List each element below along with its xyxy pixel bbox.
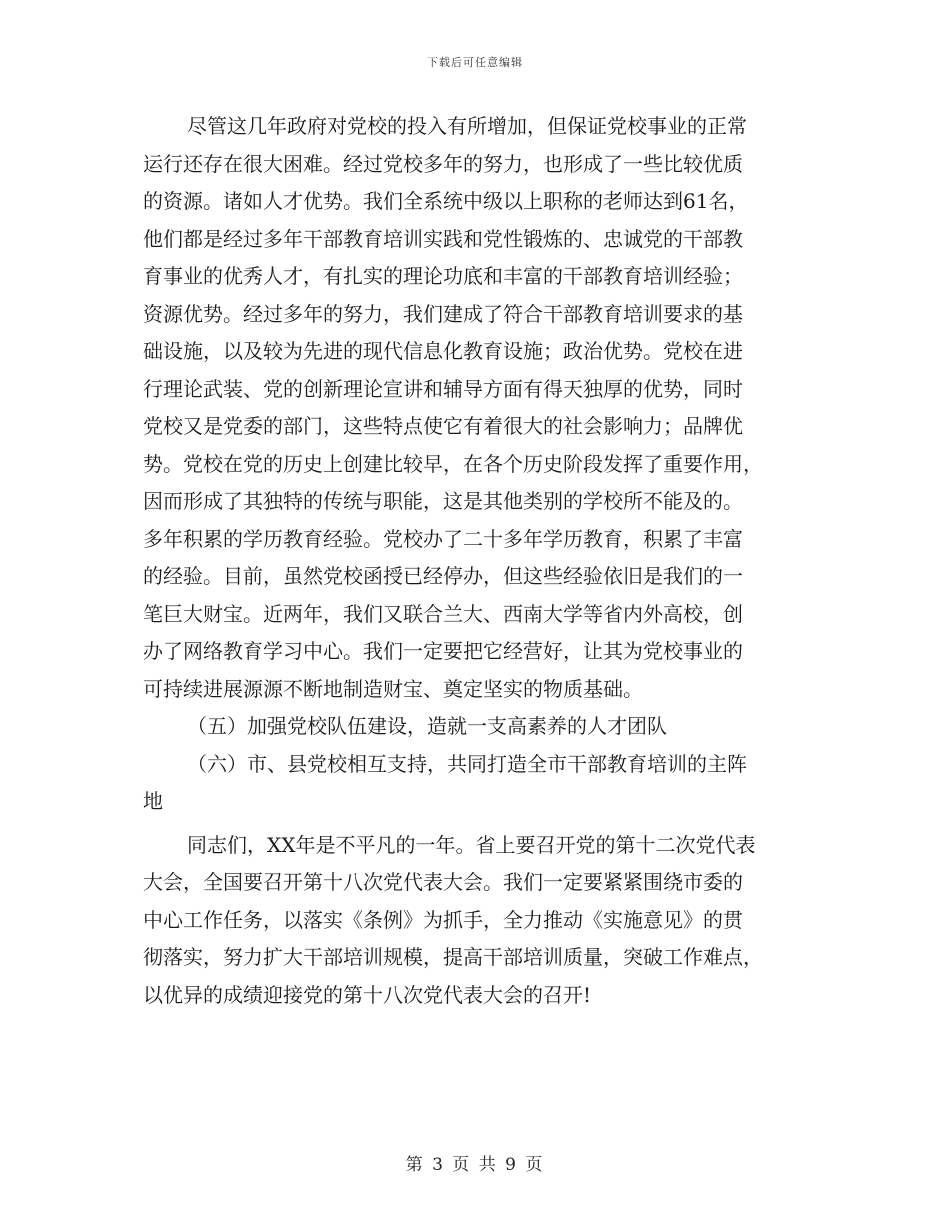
text-line: 的资源。诸如人才优势。我们全系统中级以上职称的老师达到61名， <box>143 189 749 213</box>
text-line: 大会，全国要召开第十八次党代表大会。我们一定要紧紧围绕市委的 <box>143 870 743 894</box>
text-line: 势。党校在党的历史上创建比较早，在各个历史阶段发挥了重要作用， <box>143 451 763 476</box>
section-heading-6 <box>143 746 803 821</box>
text-line: 党校又是党委的部门，这些特点使它有着很大的社会影响力；品牌优 <box>143 414 743 438</box>
paragraph-resources <box>143 108 803 708</box>
text-line: 础设施，以及较为先进的现代信息化教育设施；政治优势。党校在进 <box>143 339 743 363</box>
text-line: 可持续进展源源不断地制造财宝、奠定坚实的物质基础。 <box>143 676 643 701</box>
page-number: 第 3 页 共 9 页 <box>405 1155 545 1175</box>
text-line: 以优异的成绩迎接党的第十八次党代表大会的召开! <box>143 982 592 1007</box>
text-line: 他们都是经过多年干部教育培训实践和党性锻炼的、忠诚党的干部教 <box>143 226 743 251</box>
text-line: 笔巨大财宝。近两年，我们又联合兰大、西南大学等省内外高校，创 <box>143 601 743 626</box>
paragraph-closing <box>143 827 803 1015</box>
document-body <box>143 108 803 1014</box>
page-header-note: 下载后可任意编辑 <box>427 56 523 69</box>
text-line: 中心工作任务，以落实《条例》为抓手，全力推动《实施意见》的贯 <box>143 907 743 932</box>
text-line: 多年积累的学历教育经验。党校办了二十多年学历教育，积累了丰富 <box>143 526 743 551</box>
heading-text: （六）市、县党校相互支持，共同打造全市干部教育培训的主阵 <box>187 751 747 776</box>
heading-text: 地 <box>143 789 163 813</box>
text-line: 行理论武装、党的创新理论宣讲和辅导方面有得天独厚的优势，同时 <box>143 376 743 401</box>
text-line: 育事业的优秀人才，有扎实的理论功底和丰富的干部教育培训经验； <box>143 264 743 288</box>
text-line: 彻落实，努力扩大干部培训规模，提高干部培训质量，突破工作难点， <box>143 945 763 969</box>
text-line: 运行还存在很大困难。经过党校多年的努力，也形成了一些比较优质 <box>143 151 743 176</box>
text-line: 办了网络教育学习中心。我们一定要把它经营好，让其为党校事业的 <box>143 639 743 663</box>
text-line: 尽管这几年政府对党校的投入有所增加，但保证党校事业的正常 <box>187 114 747 138</box>
heading-text: （五）加强党校队伍建设，造就一支高素养的人才团队 <box>187 714 667 738</box>
text-line: 的经验。目前，虽然党校函授已经停办，但这些经验依旧是我们的一 <box>143 564 743 588</box>
text-line: 因而形成了其独特的传统与职能，这是其他类别的学校所不能及的。 <box>143 489 743 513</box>
text-line: 同志们，XX年是不平凡的一年。省上要召开党的第十二次党代表 <box>187 832 756 857</box>
section-heading-5 <box>143 708 803 746</box>
text-line: 资源优势。经过多年的努力，我们建成了符合干部教育培训要求的基 <box>143 301 743 326</box>
